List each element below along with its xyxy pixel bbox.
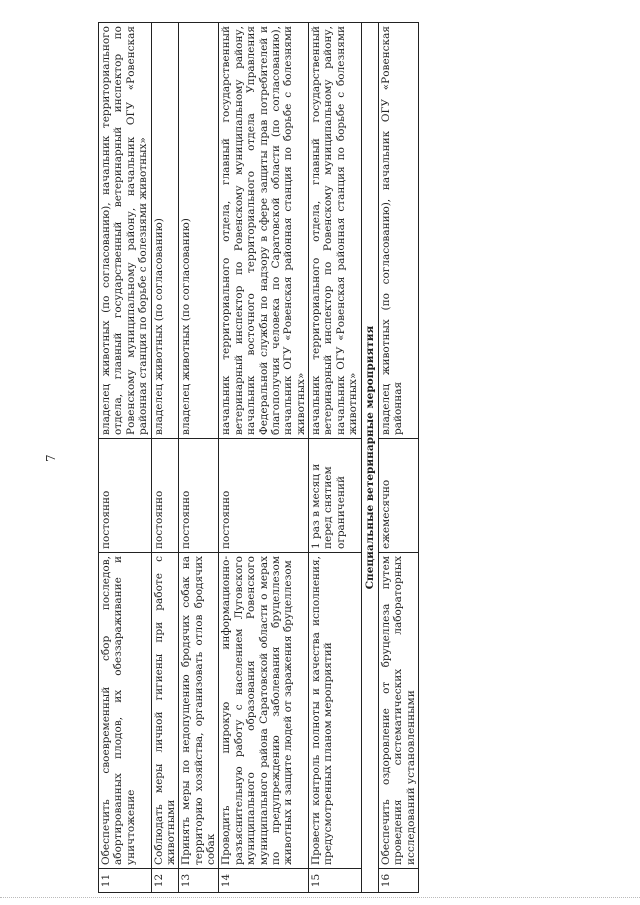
table-row (99, 23, 152, 893)
row-number: 14 (219, 869, 309, 893)
term-text: ежемесячно (378, 439, 418, 553)
responsible-text: начальник территориального отдела, главный государственный ветеринарный инспектор по Ровенскому муниципальному району, начальник ОГУ «Ровенская районная станция по борьбе с болезнями животных» (309, 23, 362, 439)
table-row (151, 23, 179, 893)
table-row (179, 23, 219, 893)
responsible-text: владелец животных (по согласованию) (151, 23, 179, 439)
term-text: постоянно (179, 439, 219, 553)
scan-edge-line (0, 897, 640, 898)
term-text: постоянно (219, 439, 309, 553)
measure-text: Провести контроль полноты и качества исполнения, предусмотренных планом мероприятий (309, 553, 362, 869)
responsible-text: владелец животных (по согласованию), начальник ОГУ «Ровенская районная (378, 23, 418, 439)
section-row (361, 23, 378, 893)
responsible-text: начальник территориального отдела, главный государственный ветеринарный инспектор по Ровенскому муниципальному району, начальник восточного территориального отдела Управления Федеральной службы по надзору в сфере защиты прав потребителей и благополучия человека по Саратовской области (по согласованию), начальник ОГУ «Ровенская районная станция по борьбе с болезнями животных» (219, 23, 309, 439)
row-number: 15 (309, 869, 362, 893)
term-text: постоянно (151, 439, 179, 553)
veterinary-measures-table (98, 22, 419, 893)
rotated-page-content (98, 23, 618, 893)
measure-text: Принять меры по недопущению бродячих собак на территорию хозяйства, организовать отлов бродячих собак (179, 553, 219, 869)
row-number: 16 (378, 869, 418, 893)
row-number: 13 (179, 869, 219, 893)
term-text: 1 раз в месяц и перед снятием ограничений (309, 439, 362, 553)
measure-text: Обеспечить оздоровление от бруцеллеза путем проведения систематических лабораторных исследований установленными (378, 553, 418, 869)
measure-text: Соблюдать меры личной гигиены при работе с животными (151, 553, 179, 869)
table-row (219, 23, 309, 893)
section-title: Специальные ветеринарные мероприятия (361, 23, 378, 893)
responsible-text: владелец животных (по согласованию), начальник территориального отдела, главный государственный ветеринарный инспектор по Ровенскому муниципальному району, начальник ОГУ «Ровенская районная станция по борьбе с болезнями животных» (99, 23, 152, 439)
table-row (309, 23, 362, 893)
measure-text: Проводить широкую информационно-разъяснительную работу с населением Луговского муниципального образования Ровенского муниципального района Саратовской области о мерах по предупреждению заболевания бруцеллезом животных и защите людей от заражения бруцеллезом (219, 553, 309, 869)
page-number: 7 (44, 454, 58, 462)
measure-text: Обеспечить своевременный сбор последов, абортированных плодов, их обеззараживание и уничтожение (99, 553, 152, 869)
table-row (378, 23, 418, 893)
row-number: 11 (99, 869, 152, 893)
row-number: 12 (151, 869, 179, 893)
responsible-text: владелец животных (по согласованию) (179, 23, 219, 439)
term-text: постоянно (99, 439, 152, 553)
